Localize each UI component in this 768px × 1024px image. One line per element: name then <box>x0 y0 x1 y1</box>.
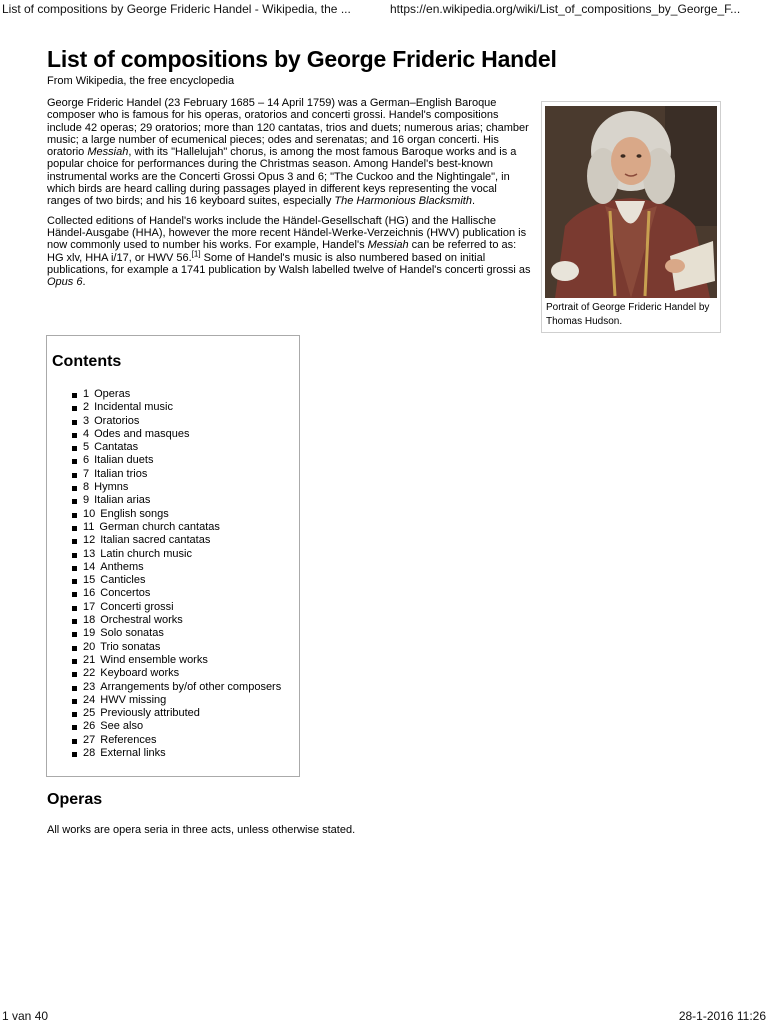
toc-item[interactable]: 8 Hymns <box>71 481 281 494</box>
intro-paragraph-1: George Frideric Handel (23 February 1685 – 14 April 1759) was a German–English Baroque composer who is famous for his operas, oratorios and concerti grossi. Handel's compositions include 42 operas; 29 oratorios; more than 120 cantatas, trios and duets; numerous arias; chamber music; a large number of ecumenical pieces; odes and serenatas; and 16 organ concerti. His oratorio Messiah, with its "Hallelujah" chorus, is among the most famous Baroque works and is a popular choice for performances during the Christmas season. Among Handel's best-known instrumental works are the Concerti Grossi Opus 3 and 6; "The Cuckoo and the Nightingale", in which birds are heard calling during passages played in different keys representing the vocal ranges of two birds; and his 16 keyboard suites, especially The Harmonious Blacksmith. <box>47 97 529 208</box>
toc-item[interactable]: 11 German church cantatas <box>71 521 281 534</box>
print-header-title: List of compositions by George Frideric Handel - Wikipedia, the ... <box>2 2 351 16</box>
toc-item[interactable]: 18 Orchestral works <box>71 614 281 627</box>
toc-item[interactable]: 26 See also <box>71 720 281 733</box>
messiah-link[interactable]: Messiah <box>87 146 129 159</box>
toc-item[interactable]: 15 Canticles <box>71 574 281 587</box>
infobox-caption: Portrait of George Frideric Handel by Thomas Hudson. <box>546 302 710 327</box>
toc-item[interactable]: 7 Italian trios <box>71 468 281 481</box>
toc-item[interactable]: 13 Latin church music <box>71 548 281 561</box>
toc-item[interactable]: 14 Anthems <box>71 561 281 574</box>
print-footer <box>0 1008 768 1024</box>
toc-item[interactable]: 16 Concertos <box>71 587 281 600</box>
toc-item[interactable]: 21 Wind ensemble works <box>71 654 281 667</box>
toc-item[interactable]: 1 Operas <box>71 388 281 401</box>
messiah-link-2[interactable]: Messiah <box>367 239 409 252</box>
toc-title: Contents <box>52 353 122 370</box>
article-header <box>47 44 727 88</box>
print-header-url[interactable]: https://en.wikipedia.org/wiki/List_of_compositions_by_George_F... <box>390 2 741 16</box>
toc-item[interactable]: 27 References <box>71 734 281 747</box>
toc-item[interactable]: 4 Odes and masques <box>71 428 281 441</box>
intro-paragraph-2: Collected editions of Handel's works include the Händel-Gesellschaft (HG) and the Hallische Händel-Ausgabe (HHA), however the more recent Händel-Werke-Verzeichnis (HWV) publication is now commonly used to number his works. For example, Handel's Messiah can be referred to as: HG xlv, HHA i/17, or HWV 56.[1] Some of Handel's music is also numbered based on initial publications, for example a 1741 publication by Walsh labelled twelve of Handel's concerti grossi as Opus 6. <box>47 214 531 289</box>
print-date: 28-1-2016 11:26 <box>678 1009 766 1023</box>
toc-item[interactable]: 5 Cantatas <box>71 441 281 454</box>
print-header <box>0 0 768 18</box>
toc-item[interactable]: 10 English songs <box>71 508 281 521</box>
toc-item[interactable]: 9 Italian arias <box>71 494 281 507</box>
toc-item[interactable]: 22 Keyboard works <box>71 667 281 680</box>
toc-item[interactable]: 23 Arrangements by/of other composers <box>71 681 281 694</box>
toc-item[interactable]: 19 Solo sonatas <box>71 627 281 640</box>
operas-intro-text: All works are opera seria in three acts, unless otherwise stated. <box>47 824 356 836</box>
toc-item[interactable]: 28 External links <box>71 747 281 760</box>
toc-item[interactable]: 6 Italian duets <box>71 454 281 467</box>
toc-item[interactable]: 24 HWV missing <box>71 694 281 707</box>
toc-item[interactable]: 20 Trio sonatas <box>71 641 281 654</box>
page-number: 1 van 40 <box>2 1009 49 1023</box>
reference-link[interactable]: [1] <box>191 248 201 258</box>
toc-item[interactable]: 17 Concerti grossi <box>71 601 281 614</box>
portrait-drawing <box>545 106 717 298</box>
toc-item[interactable]: 2 Incidental music <box>71 401 281 414</box>
toc-item[interactable]: 12 Italian sacred cantatas <box>71 534 281 547</box>
table-of-contents <box>46 335 300 777</box>
infobox <box>541 101 721 333</box>
page-title: List of compositions by George Frideric Handel <box>47 46 557 72</box>
toc-list <box>71 388 281 760</box>
handel-portrait-image[interactable] <box>545 106 717 298</box>
article-intro <box>47 97 531 295</box>
harmonious-blacksmith-link[interactable]: The Harmonious Blacksmith <box>334 195 472 208</box>
opus-6-link[interactable]: Opus 6 <box>47 276 83 289</box>
toc-item[interactable]: 3 Oratorios <box>71 415 281 428</box>
tagline: From Wikipedia, the free encyclopedia <box>47 75 235 87</box>
toc-item[interactable]: 25 Previously attributed <box>71 707 281 720</box>
section-heading-operas: Operas <box>47 791 103 808</box>
